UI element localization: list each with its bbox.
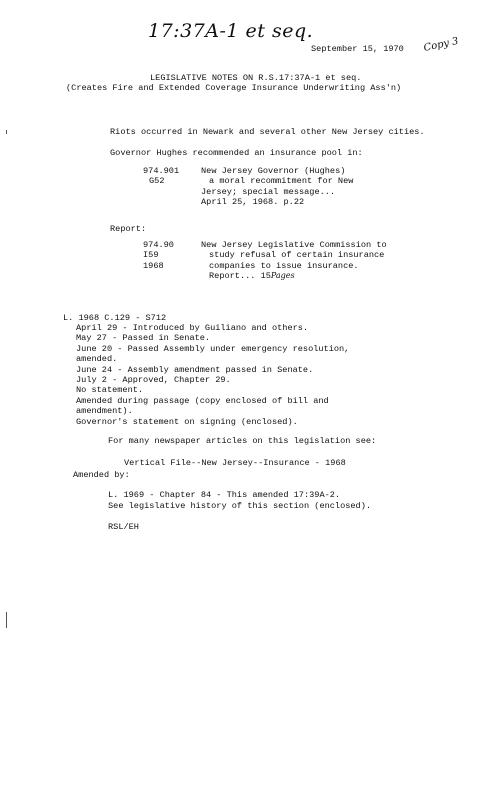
history-line: No statement. [76,385,144,396]
history-line: Amended during passage (copy enclosed of bill and [76,395,329,406]
governor-note: Governor Hughes recommended an insurance pool in: [110,148,363,158]
typist-initials: RSL/EH [108,522,139,532]
history-line: June 24 - Assembly amendment passed in Senate. [76,364,314,375]
history-line: June 20 - Passed Assembly under emergency resolution, [76,343,350,354]
legislative-history [76,323,349,427]
handwritten-copy-mark: Copy 3 [422,35,460,54]
citation-text: New Jersey Legislative Commission to study refusal of certain insurance companies to issue insurance. Report... 15Pages [201,240,387,282]
citation-governor-message [143,166,353,208]
document-title: LEGISLATIVE NOTES ON R.S.17:37A-1 et seq. [150,73,362,83]
handwritten-pages-note: Pages [270,271,295,281]
history-line: July 2 - Approved, Chapter 29. [76,375,231,386]
history-line: April 29 - Introduced by Guiliano and others. [76,323,309,333]
citation-text: New Jersey Governor (Hughes) a moral recommitment for New Jersey; special message... April 25, 1968. p.22 [201,166,354,208]
amended-label: Amended by: [73,470,130,480]
law-heading: L. 1968 C.129 - S712 [63,313,167,323]
handwritten-statute-reference: 17:37A-1 et seq. [148,20,314,42]
history-line: May 27 - Passed in Senate. [76,333,211,344]
scan-margin-mark [6,130,7,134]
amendment-line: See legislative history of this section (enclosed). [108,501,372,511]
riots-note: Riots occurred in Newark and several other New Jersey cities. [110,127,425,137]
call-number: 974.90 I59 1968 [143,240,174,271]
history-line: amendment). [76,406,133,417]
history-line: Governor's statement on signing (enclosed). [76,416,298,427]
report-label: Report: [110,224,147,234]
amendment-line: L. 1969 - Chapter 84 - This amended 17:39A-2. [108,490,341,500]
call-number: 974.901 G52 [143,166,180,187]
history-line: amended. [76,354,118,365]
scan-margin-mark [6,612,7,628]
document-date: September 15, 1970 [311,44,404,54]
citation-commission-report [143,240,387,282]
vertical-file-reference: Vertical File--New Jersey--Insurance - 1968 [124,458,346,468]
newspaper-note: For many newspaper articles on this legislation see: [108,436,377,446]
document-subtitle: (Creates Fire and Extended Coverage Insurance Underwriting Ass'n) [66,83,402,93]
